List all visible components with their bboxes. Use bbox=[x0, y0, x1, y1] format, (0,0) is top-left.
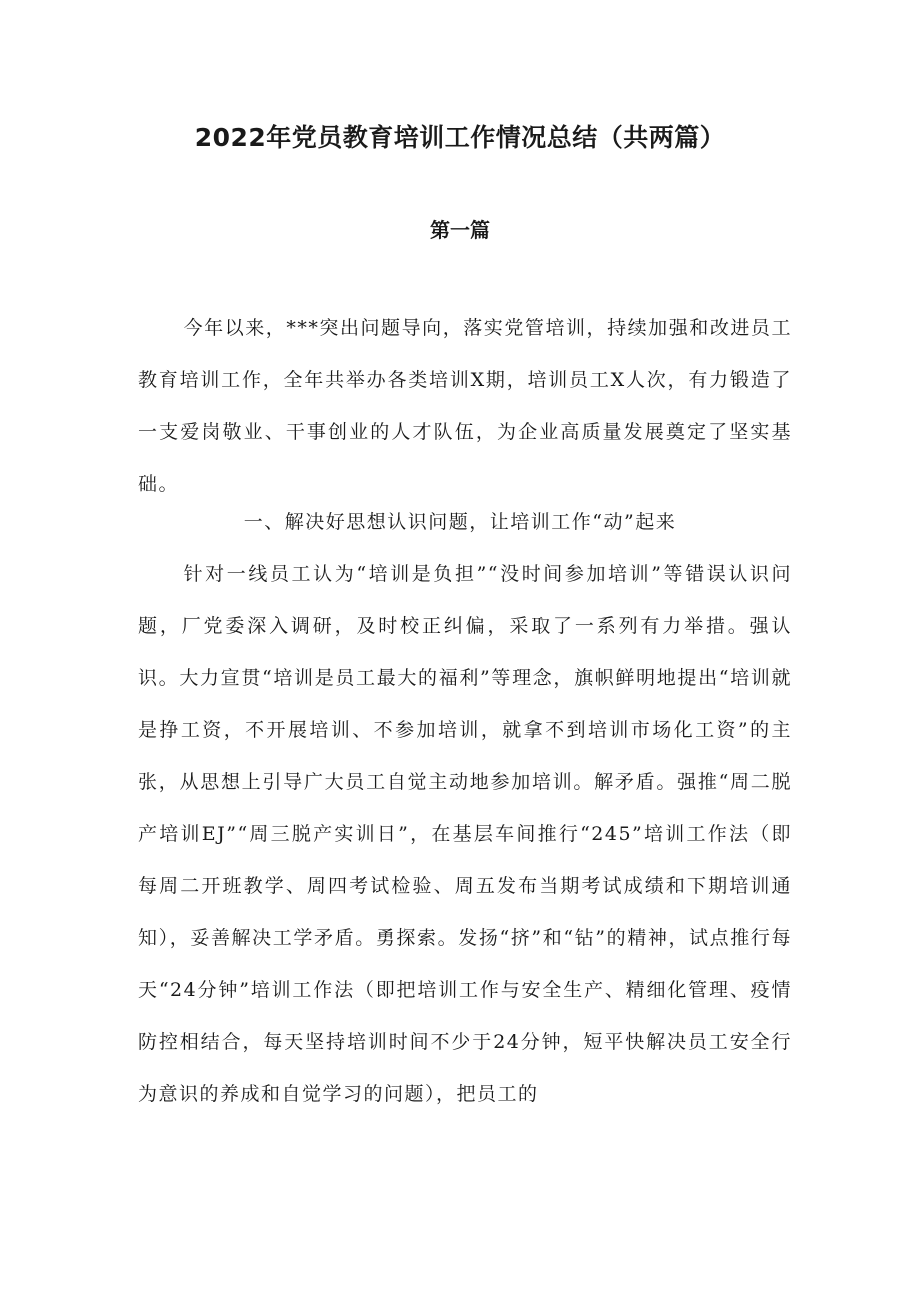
section-title: 第一篇 bbox=[430, 218, 490, 242]
section-heading-1: 一、解决好思想认识问题，让培训工作“动”起来 bbox=[243, 511, 677, 533]
body-paragraph-2: 针对一线员工认为“培训是负担”“没时间参加培训”等错误认识问题，厂党委深入调研，及时校正纠偏，采取了一系列有力举措。强认识。大力宣贯“培训是员工最大的福利”等理念，旗帜鲜明地提出“培训就是挣工资，不开展培训、不参加培训，就拿不到培训市场化工资”的主张，从思想上引导广大员工自觉主动地参加培训。解矛盾。强推“周二脱产培训EJ”“周三脱产实训日”，在基层车间推行“245”培训工作法（即每周二开班教学、周四考试检验、周五发布当期考试成绩和下期培训通知），妥善解决工学矛盾。勇探索。发扬“挤”和“钻”的精神，试点推行每天“24分钟”培训工作法（即把培训工作与安全生产、精细化管理、疫情防控相结合，每天坚持培训时间不少于24分钟，短平快解决员工安全行为意识的养成和自觉学习的问题），把员工的 bbox=[138, 563, 792, 1105]
document-title: 2022年党员教育培训工作情况总结（共两篇） bbox=[194, 123, 726, 152]
intro-paragraph: 今年以来，***突出问题导向，落实党管培训，持续加强和改进员工教育培训工作，全年共举办各类培训X期，培训员工X人次，有力锻造了一支爱岗敬业、干事创业的人才队伍，为企业高质量发展奠定了坚实基础。 bbox=[138, 317, 792, 495]
